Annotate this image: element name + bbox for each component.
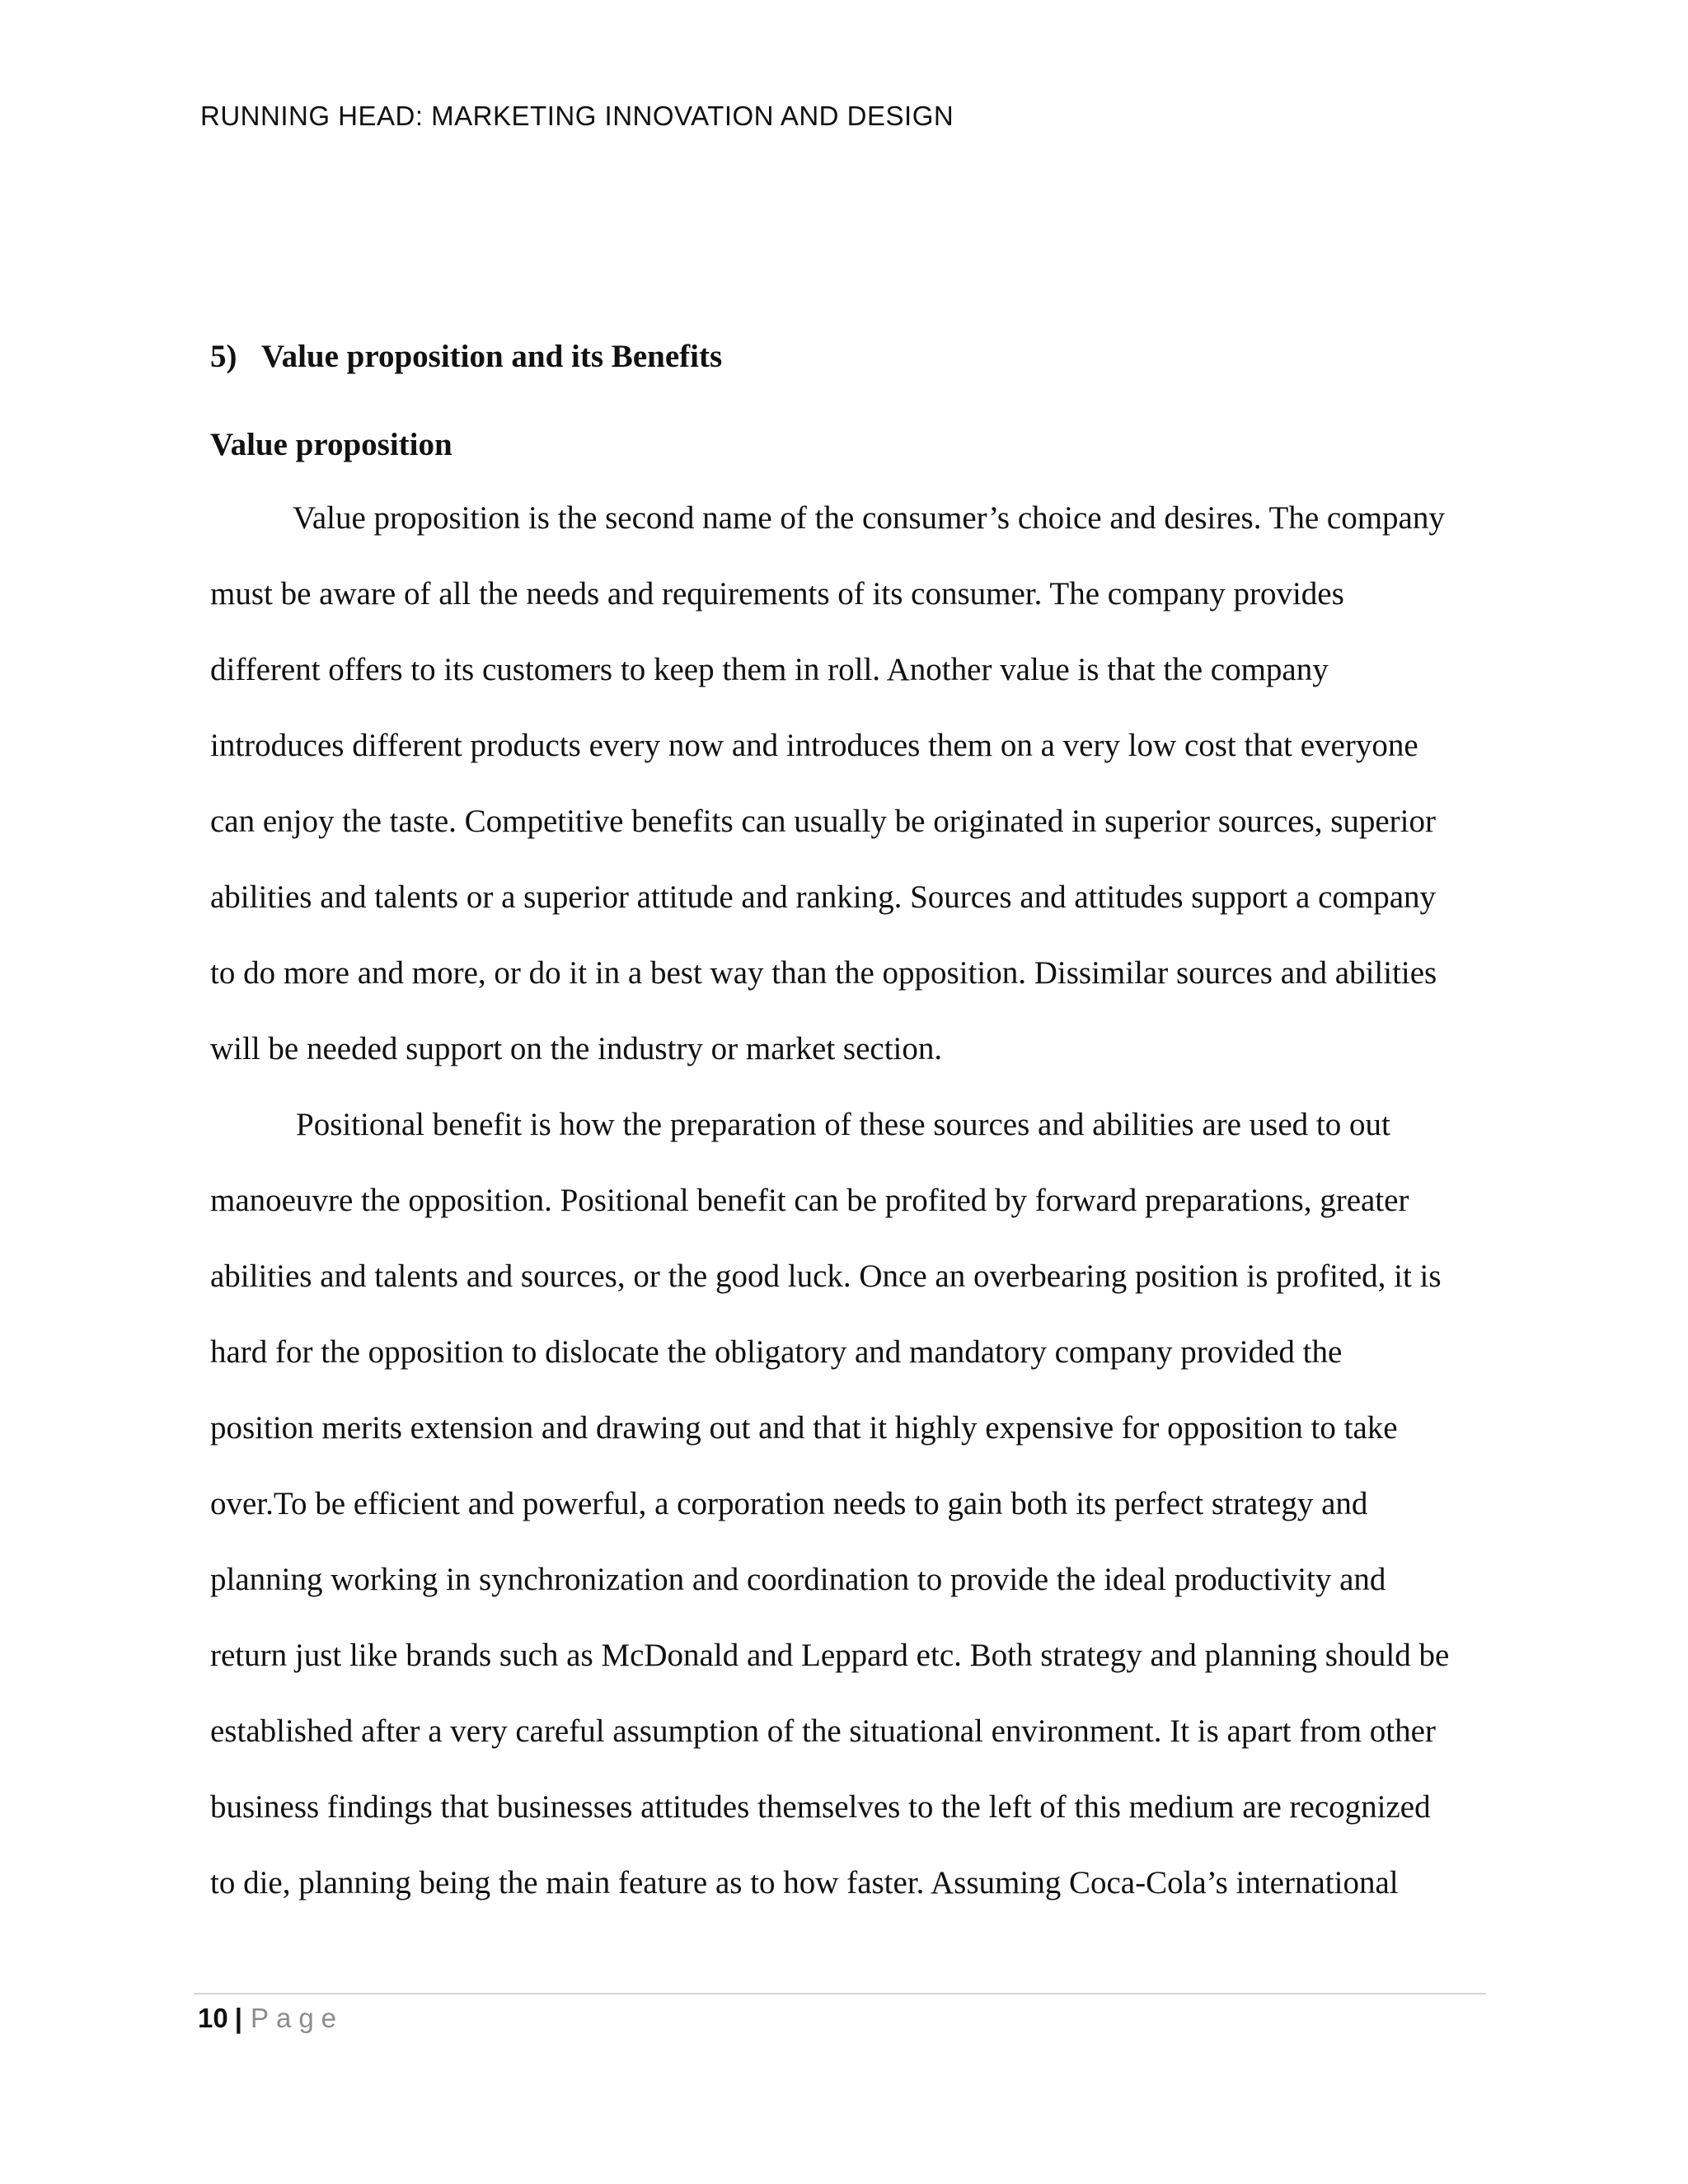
paragraph-line: introduces different products every now and introduces them on a very low cost that everyone	[210, 728, 1418, 763]
paragraph-line: over.To be efficient and powerful, a corporation needs to gain both its perfect strategy and	[210, 1486, 1368, 1521]
paragraph-line: can enjoy the taste. Competitive benefits can usually be originated in superior sources, superior	[210, 804, 1436, 839]
paragraph-line: Positional benefit is how the preparation of these sources and abilities are used to out	[296, 1107, 1390, 1142]
paragraph-line: hard for the opposition to dislocate the obligatory and mandatory company provided the	[210, 1334, 1343, 1370]
running-head: RUNNING HEAD: MARKETING INNOVATION AND DESIGN	[200, 101, 954, 131]
paragraph-line: return just like brands such as McDonald and Leppard etc. Both strategy and planning should be	[210, 1638, 1450, 1673]
paragraph-line: abilities and talents or a superior attitude and ranking. Sources and attitudes support a company	[210, 879, 1437, 915]
footer-divider	[194, 1993, 1486, 1994]
paragraph-line: must be aware of all the needs and requirements of its consumer. The company provides	[210, 576, 1344, 612]
paragraph-line: position merits extension and drawing out and that it highly expensive for opposition to take	[210, 1410, 1398, 1446]
section-number: 5)	[210, 339, 237, 374]
paragraph-line: will be needed support on the industry or market section.	[210, 1031, 943, 1066]
subsection-heading: Value proposition	[210, 427, 452, 462]
paragraph-line: abilities and talents and sources, or the good luck. Once an overbearing position is profited, it is	[210, 1258, 1442, 1294]
footer-separator: |	[234, 2003, 242, 2033]
paragraph-line: manoeuvre the opposition. Positional benefit can be profited by forward preparations, greater	[210, 1183, 1409, 1218]
paragraph-line: to die, planning being the main feature as to how faster. Assuming Coca-Cola’s international	[210, 1865, 1399, 1900]
section-title: Value proposition and its Benefits	[261, 339, 723, 374]
page-footer	[198, 2003, 344, 2034]
paragraph-line: different offers to its customers to keep them in roll. Another value is that the company	[210, 652, 1329, 687]
paragraph-line: business findings that businesses attitudes themselves to the left of this medium are recognized	[210, 1789, 1431, 1825]
section-heading	[210, 338, 722, 375]
paragraph-line: established after a very careful assumption of the situational environment. It is apart from other	[210, 1713, 1436, 1749]
paragraph-line: to do more and more, or do it in a best way than the opposition. Dissimilar sources and abilities	[210, 955, 1437, 991]
paragraph-line: Value proposition is the second name of the consumer’s choice and desires. The company	[293, 500, 1445, 536]
page-number: 10	[198, 2003, 228, 2033]
paragraph-line: planning working in synchronization and coordination to provide the ideal productivity and	[210, 1562, 1386, 1597]
page-label: Page	[250, 2003, 345, 2033]
